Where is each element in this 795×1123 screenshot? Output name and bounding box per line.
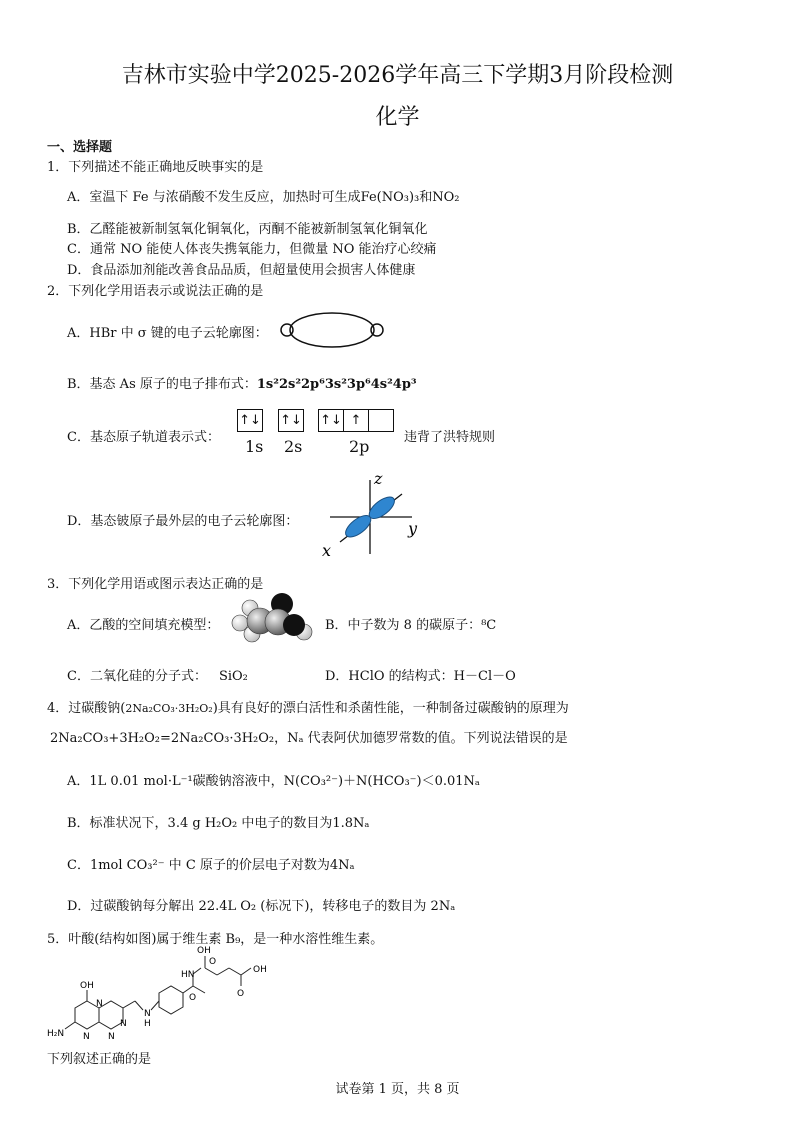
- q2-c-post: 违背了洪特规则: [404, 430, 496, 445]
- orbital-label-2s: 2s: [284, 437, 303, 456]
- page-title: 吉林市实验中学2025-2026学年高三下学期3月阶段检测: [121, 63, 674, 88]
- section-heading: 一、选择题: [47, 140, 113, 155]
- q2-option-b: B．基态 As 原子的电子排布式：1s²2s²2p⁶3s²3p⁶4s²4p³: [67, 377, 417, 392]
- struct-label-h-amine: H: [144, 1019, 151, 1029]
- q5-question: 下列叙述正确的是: [47, 1052, 152, 1067]
- struct-label-n1: N: [96, 999, 103, 1009]
- orbital-diagram: ↑↓ ↑↓ ↑↓ ↑ 1s 2s 2p: [237, 409, 407, 459]
- orbital-label-1s: 1s: [245, 437, 264, 456]
- struct-label-h2n: H₂N: [47, 1029, 65, 1039]
- struct-label-n3: N: [120, 1019, 127, 1029]
- q1-option-b: B．乙醛能被新制氢氧化铜氧化，丙酮不能被新制氢氧化铜氧化: [67, 222, 428, 237]
- struct-label-oh-top: OH: [197, 946, 211, 956]
- q1-stem: 1．下列描述不能正确地反映事实的是: [47, 160, 264, 175]
- axis-label-z: z: [374, 470, 383, 488]
- q2-option-c: C．基态原子轨道表示式：: [67, 430, 220, 445]
- as-electron-config: 1s²2s²2p⁶3s²3p⁶4s²4p³: [256, 377, 417, 392]
- q3-option-a: A．乙酸的空间填充模型：: [67, 618, 220, 633]
- q4-equation: 2Na₂CO₃+3H₂O₂=2Na₂CO₃·3H₂O₂: [50, 731, 275, 746]
- axis-label-x: x: [322, 541, 332, 560]
- q4-line1: 4．过碳酸钠(2Na₂CO₃·3H₂O₂)具有良好的漂白活性和杀菌性能，一种制备过碳酸钠的原理为: [47, 701, 569, 716]
- struct-label-hn: HN: [181, 970, 195, 980]
- q1-option-a: A．室温下 Fe 与浓硝酸不发生反应，加热时可生成Fe(NO₃)₃和NO₂: [67, 190, 460, 205]
- struct-label-oh-ring: OH: [80, 981, 94, 991]
- struct-label-n-amine: N: [144, 1009, 151, 1019]
- q2-option-a: A．HBr 中 σ 键的电子云轮廓图：: [67, 326, 268, 341]
- q2-option-d: D．基态铍原子最外层的电子云轮廓图：: [67, 514, 299, 529]
- q4-option-a: A．1L 0.01 mol·L⁻¹碳酸钠溶液中，N(CO₃²⁻)＋N(HCO₃⁻)＜0.01Nₐ: [67, 774, 480, 789]
- carbon-isotope-symbol: ⁸C: [481, 618, 497, 633]
- q4-line2: 2Na₂CO₃+3H₂O₂=2Na₂CO₃·3H₂O₂，Nₐ 代表阿伏加德罗常数的值。下列说法错误的是: [50, 731, 568, 746]
- q3-stem: 3．下列化学用语或图示表达正确的是: [47, 577, 264, 592]
- struct-label-o-right: O: [237, 989, 245, 999]
- struct-label-oh-right: OH: [253, 965, 267, 975]
- q5-stem: 5．叶酸(结构如图)属于维生素 B₉，是一种水溶性维生素。: [47, 932, 384, 947]
- percarbonate-formula: 2Na₂CO₃·3H₂O₂: [125, 702, 213, 715]
- q3-option-c: C．二氧化硅的分子式： SiO₂: [67, 669, 248, 684]
- q2-stem: 2．下列化学用语表示或说法正确的是: [47, 284, 264, 299]
- orbital-label-2p: 2p: [349, 437, 370, 456]
- q1-option-c: C．通常 NO 能使人体丧失携氧能力，但微量 NO 能治疗心绞痛: [67, 242, 437, 257]
- struct-label-n2: N: [83, 1032, 90, 1042]
- struct-label-o-amide: O: [189, 993, 197, 1003]
- q3-option-b: B．中子数为 8 的碳原子：⁸C: [325, 618, 497, 633]
- sio2-formula: SiO₂: [218, 669, 248, 684]
- subject-title: 化学: [375, 105, 420, 130]
- q4-option-c: C．1mol CO₃²⁻ 中 C 原子的价层电子对数为4Nₐ: [67, 858, 355, 873]
- q3-option-d: D．HClO 的结构式：H－Cl－O: [325, 669, 516, 684]
- page-footer: 试卷第 1 页，共 8 页: [335, 1082, 460, 1097]
- p-orbital-axes-diagram: [310, 470, 435, 560]
- folic-acid-structure: [45, 944, 280, 1044]
- sigma-bond-cloud-diagram: [278, 309, 386, 351]
- struct-label-n4: N: [108, 1032, 115, 1042]
- q1-option-d: D．食品添加剂能改善食品品质，但超量使用会损害人体健康: [67, 263, 416, 278]
- q1-a-formula: Fe(NO₃)₃: [360, 190, 420, 205]
- struct-label-o-top: O: [209, 957, 217, 967]
- acetic-acid-space-filling-model: [230, 592, 320, 644]
- q4-option-d: D．过碳酸钠每分解出 22.4L O₂ (标况下)，转移电子的数目为 2Nₐ: [67, 899, 456, 914]
- q4-option-b: B．标准状况下，3.4 g H₂O₂ 中电子的数目为1.8Nₐ: [67, 816, 370, 831]
- axis-label-y: y: [408, 519, 418, 538]
